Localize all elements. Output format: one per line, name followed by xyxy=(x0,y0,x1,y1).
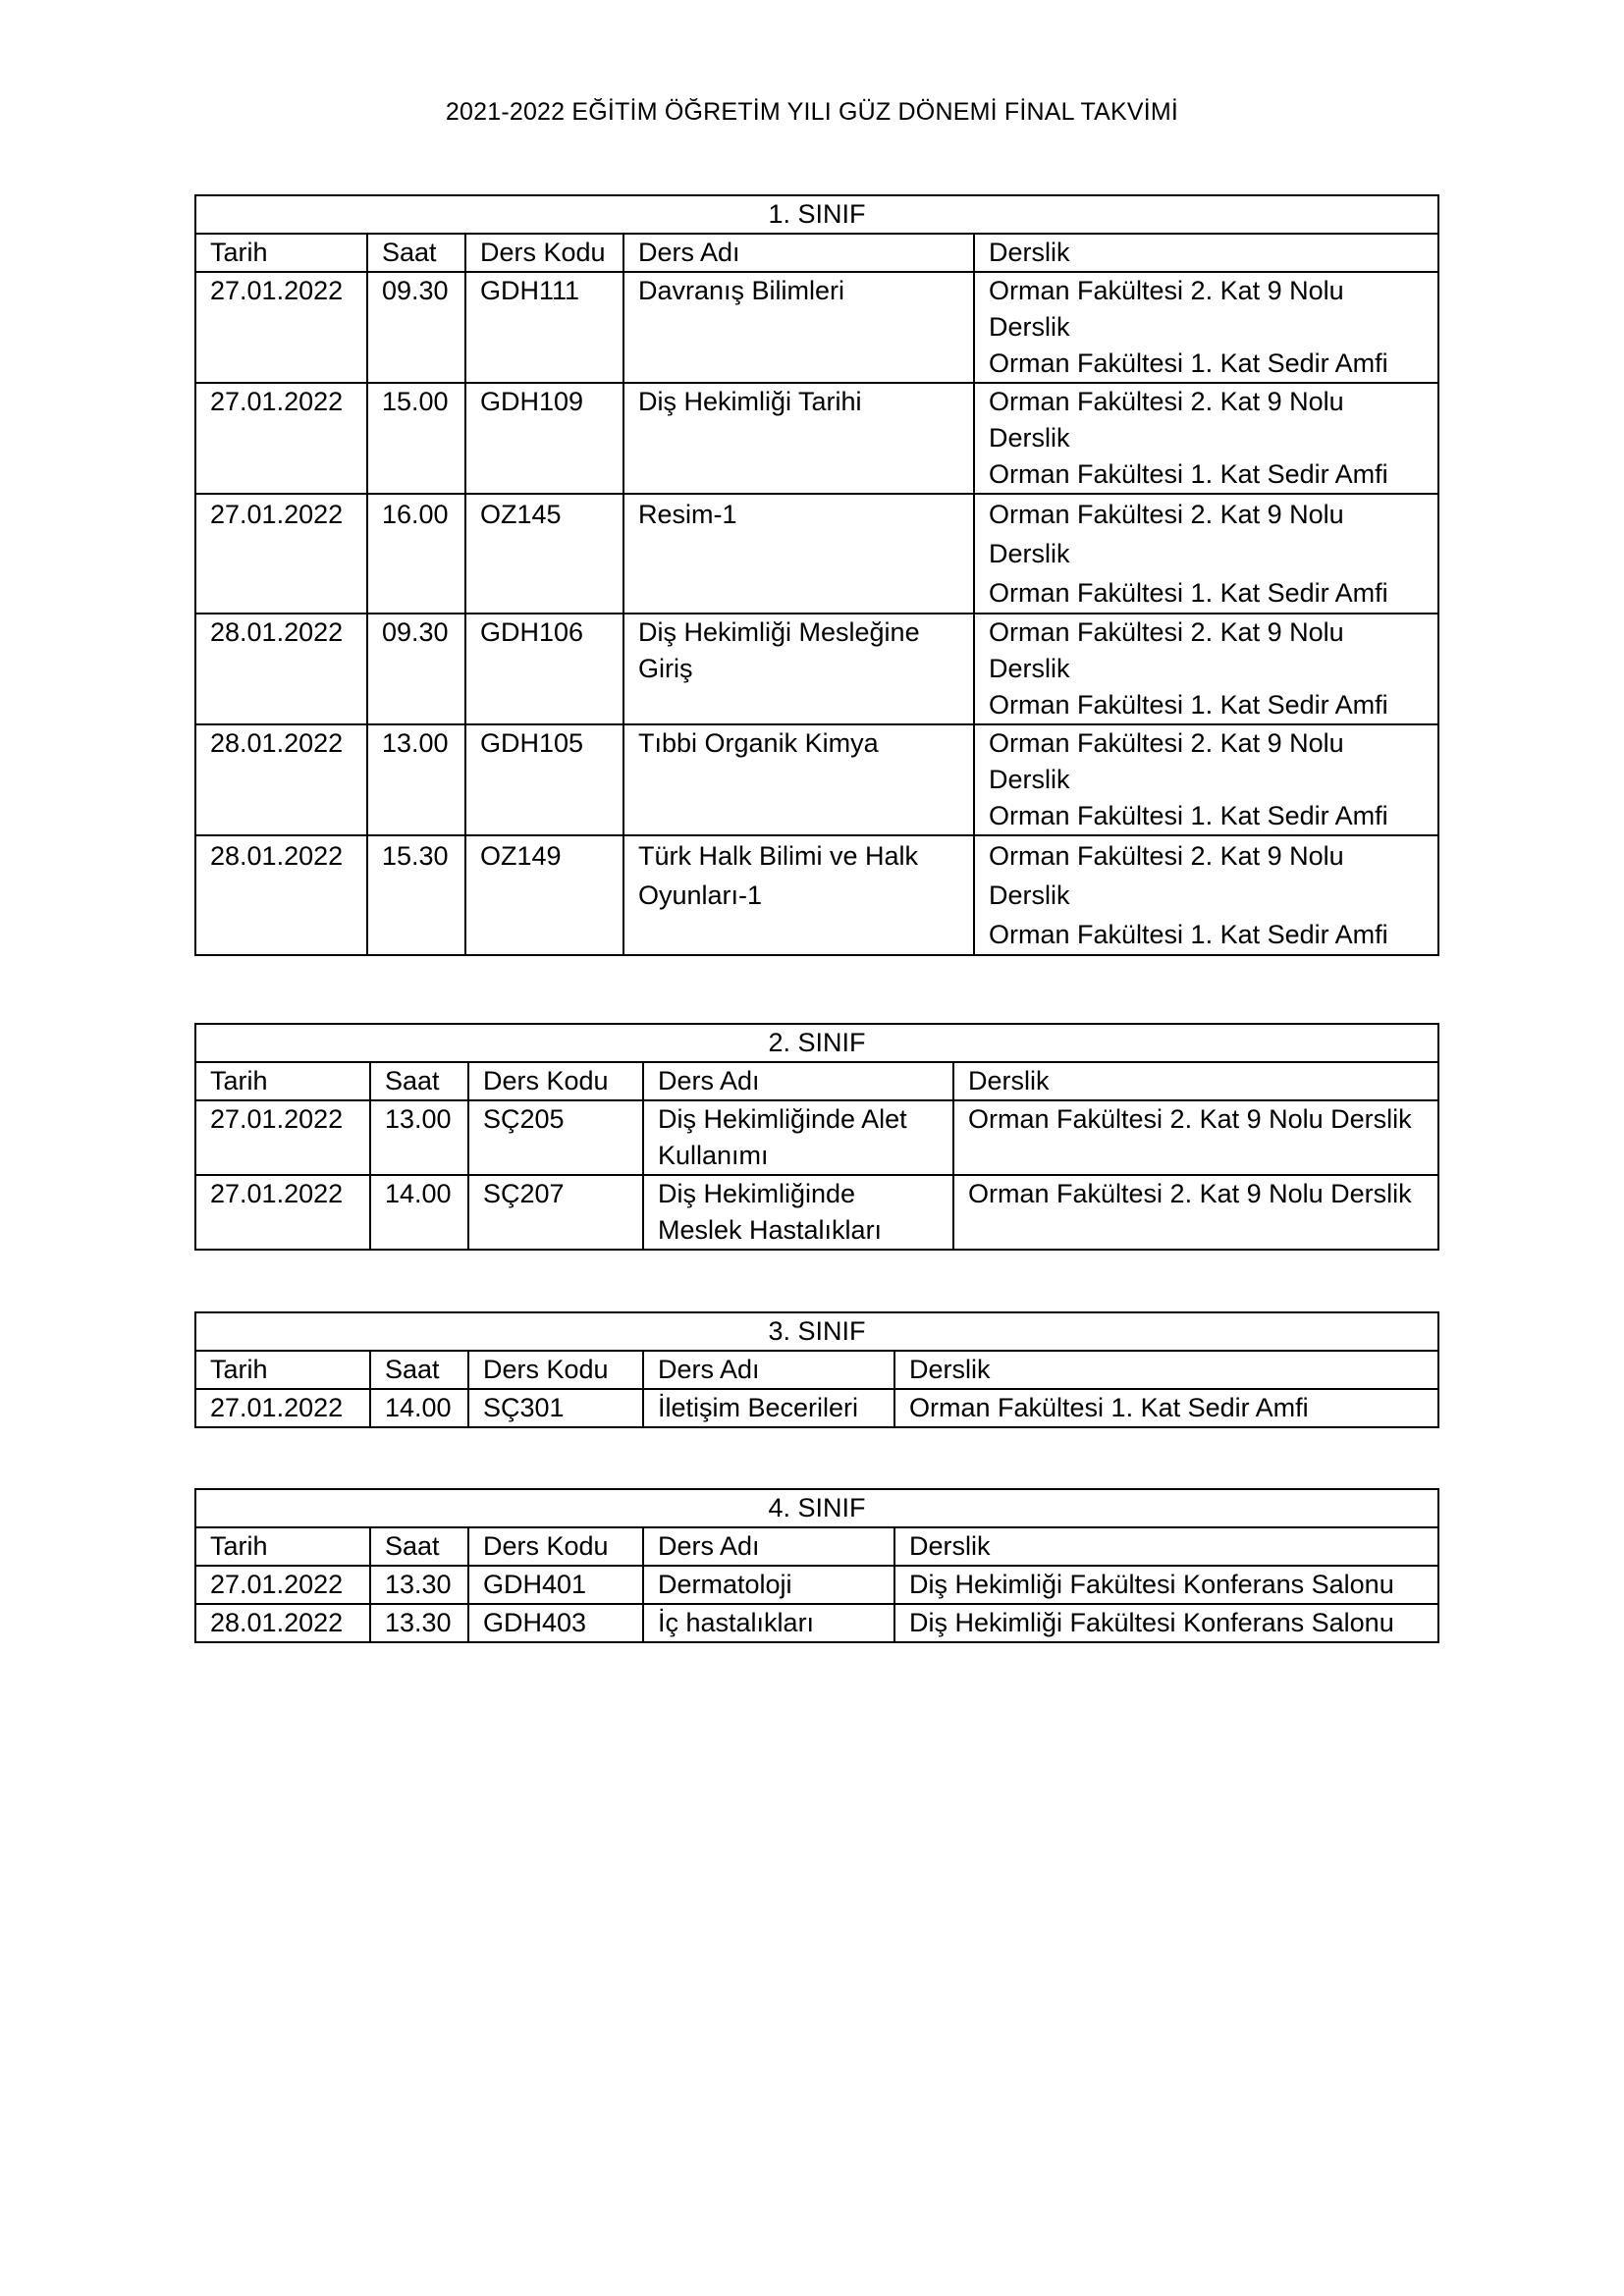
class-title-row xyxy=(195,1024,1438,1062)
class-title-row xyxy=(195,1312,1438,1351)
table-row xyxy=(195,1100,1438,1175)
date-cell: 27.01.2022 xyxy=(195,383,367,494)
date-cell: 28.01.2022 xyxy=(195,1604,370,1642)
header-time: Saat xyxy=(370,1062,468,1100)
code-cell: GDH106 xyxy=(465,614,623,724)
room-cell: Orman Fakültesi 2. Kat 9 Nolu Derslik Orman Fakültesi 1. Kat Sedir Amfi xyxy=(974,494,1438,614)
header-code: Ders Kodu xyxy=(468,1527,643,1566)
time-cell: 15.30 xyxy=(367,835,465,955)
class-3-title: 3. SINIF xyxy=(195,1312,1438,1351)
header-course: Ders Adı xyxy=(643,1062,953,1100)
class-title-row xyxy=(195,195,1438,234)
course-cell: İletişim Becerileri xyxy=(643,1389,894,1427)
time-cell: 14.00 xyxy=(370,1175,468,1250)
header-code: Ders Kodu xyxy=(468,1351,643,1389)
header-code: Ders Kodu xyxy=(465,234,623,272)
time-cell: 09.30 xyxy=(367,272,465,383)
header-row xyxy=(195,1062,1438,1100)
room-cell: Orman Fakültesi 2. Kat 9 Nolu Derslik xyxy=(953,1175,1438,1250)
table-row xyxy=(195,835,1438,955)
header-course: Ders Adı xyxy=(643,1527,894,1566)
course-cell: Tıbbi Organik Kimya xyxy=(623,724,974,835)
course-cell: Diş Hekimliğinde Meslek Hastalıkları xyxy=(643,1175,953,1250)
course-cell: Resim-1 xyxy=(623,494,974,614)
time-cell: 16.00 xyxy=(367,494,465,614)
class-2-title: 2. SINIF xyxy=(195,1024,1438,1062)
room-cell: Orman Fakültesi 2. Kat 9 Nolu Derslik Orman Fakültesi 1. Kat Sedir Amfi xyxy=(974,835,1438,955)
code-cell: OZ145 xyxy=(465,494,623,614)
header-course: Ders Adı xyxy=(643,1351,894,1389)
date-cell: 27.01.2022 xyxy=(195,1175,370,1250)
room-cell: Orman Fakültesi 2. Kat 9 Nolu Derslik Orman Fakültesi 1. Kat Sedir Amfi xyxy=(974,272,1438,383)
code-cell: GDH401 xyxy=(468,1566,643,1604)
header-row xyxy=(195,234,1438,272)
class-4-table xyxy=(194,1488,1439,1643)
class-1-title: 1. SINIF xyxy=(195,195,1438,234)
course-cell: İç hastalıkları xyxy=(643,1604,894,1642)
header-date: Tarih xyxy=(195,1062,370,1100)
table-row xyxy=(195,1604,1438,1642)
date-cell: 28.01.2022 xyxy=(195,614,367,724)
course-cell: Diş Hekimliği Tarihi xyxy=(623,383,974,494)
time-cell: 15.00 xyxy=(367,383,465,494)
course-cell: Davranış Bilimleri xyxy=(623,272,974,383)
header-date: Tarih xyxy=(195,1527,370,1566)
header-code: Ders Kodu xyxy=(468,1062,643,1100)
room-cell: Orman Fakültesi 2. Kat 9 Nolu Derslik Orman Fakültesi 1. Kat Sedir Amfi xyxy=(974,614,1438,724)
time-cell: 14.00 xyxy=(370,1389,468,1427)
code-cell: GDH105 xyxy=(465,724,623,835)
table-row xyxy=(195,1389,1438,1427)
code-cell: GDH111 xyxy=(465,272,623,383)
class-3-table xyxy=(194,1311,1439,1428)
date-cell: 27.01.2022 xyxy=(195,1389,370,1427)
class-4-title: 4. SINIF xyxy=(195,1489,1438,1527)
page-title: 2021-2022 EĞİTİM ÖĞRETİM YILI GÜZ DÖNEMİ FİNAL TAKVİMİ xyxy=(445,98,1179,126)
header-date: Tarih xyxy=(195,1351,370,1389)
room-cell: Orman Fakültesi 2. Kat 9 Nolu Derslik xyxy=(953,1100,1438,1175)
header-time: Saat xyxy=(370,1527,468,1566)
class-title-row xyxy=(195,1489,1438,1527)
table-row xyxy=(195,1175,1438,1250)
class-2-table xyxy=(194,1023,1439,1251)
room-cell: Orman Fakültesi 2. Kat 9 Nolu Derslik Orman Fakültesi 1. Kat Sedir Amfi xyxy=(974,383,1438,494)
code-cell: SÇ301 xyxy=(468,1389,643,1427)
time-cell: 13.30 xyxy=(370,1566,468,1604)
code-cell: SÇ207 xyxy=(468,1175,643,1250)
course-cell: Türk Halk Bilimi ve Halk Oyunları-1 xyxy=(623,835,974,955)
header-time: Saat xyxy=(367,234,465,272)
code-cell: OZ149 xyxy=(465,835,623,955)
table-row xyxy=(195,383,1438,494)
header-room: Derslik xyxy=(894,1351,1438,1389)
course-cell: Diş Hekimliğinde Alet Kullanımı xyxy=(643,1100,953,1175)
date-cell: 28.01.2022 xyxy=(195,724,367,835)
code-cell: SÇ205 xyxy=(468,1100,643,1175)
header-time: Saat xyxy=(370,1351,468,1389)
time-cell: 09.30 xyxy=(367,614,465,724)
time-cell: 13.00 xyxy=(367,724,465,835)
date-cell: 27.01.2022 xyxy=(195,1566,370,1604)
date-cell: 27.01.2022 xyxy=(195,1100,370,1175)
table-row xyxy=(195,614,1438,724)
table-row xyxy=(195,272,1438,383)
course-cell: Dermatoloji xyxy=(643,1566,894,1604)
time-cell: 13.30 xyxy=(370,1604,468,1642)
header-row xyxy=(195,1351,1438,1389)
code-cell: GDH403 xyxy=(468,1604,643,1642)
course-cell: Diş Hekimliği Mesleğine Giriş xyxy=(623,614,974,724)
class-1-table xyxy=(194,194,1439,956)
header-room: Derslik xyxy=(974,234,1438,272)
room-cell: Diş Hekimliği Fakültesi Konferans Salonu xyxy=(894,1566,1438,1604)
table-row xyxy=(195,1566,1438,1604)
time-cell: 13.00 xyxy=(370,1100,468,1175)
room-cell: Diş Hekimliği Fakültesi Konferans Salonu xyxy=(894,1604,1438,1642)
header-date: Tarih xyxy=(195,234,367,272)
header-row xyxy=(195,1527,1438,1566)
date-cell: 27.01.2022 xyxy=(195,494,367,614)
table-row xyxy=(195,494,1438,614)
header-room: Derslik xyxy=(894,1527,1438,1566)
date-cell: 28.01.2022 xyxy=(195,835,367,955)
header-course: Ders Adı xyxy=(623,234,974,272)
room-cell: Orman Fakültesi 1. Kat Sedir Amfi xyxy=(894,1389,1438,1427)
room-cell: Orman Fakültesi 2. Kat 9 Nolu Derslik Orman Fakültesi 1. Kat Sedir Amfi xyxy=(974,724,1438,835)
date-cell: 27.01.2022 xyxy=(195,272,367,383)
table-row xyxy=(195,724,1438,835)
header-room: Derslik xyxy=(953,1062,1438,1100)
code-cell: GDH109 xyxy=(465,383,623,494)
